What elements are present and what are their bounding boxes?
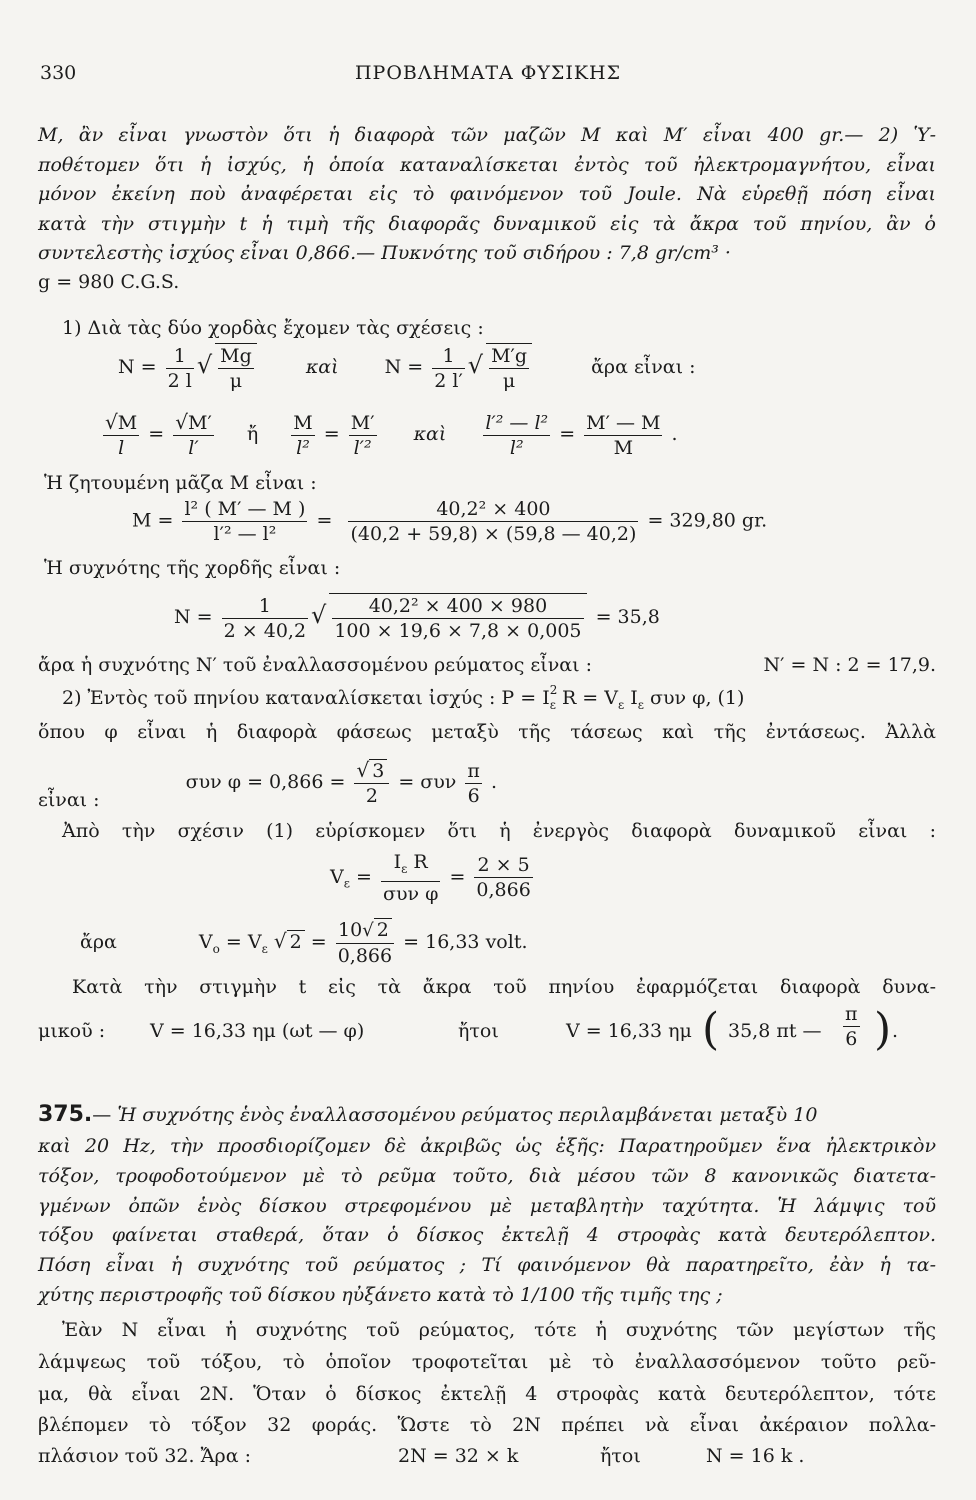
mass-equation: M = $\frac{\text{l² ( M′ — M )}}{\text{l′² — l²}}$ = $\frac{\text{40,2² × 400}}{(40,2 + 59,8) \times (59,8 — 40,2)}$ = 329,80 gr. (132, 498, 768, 545)
statement-line: συντελεστὴς ἰσχύος εἶναι 0,866.— Πυκνότης τοῦ σιδήρου : 7,8 gr/cm³ · (38, 242, 731, 264)
string-equations: N = $\frac{1}{2 l}$ √ $\frac{Mg}{\mu}$ καὶ N = $\frac{1}{2 l'}$ √ $\frac{M'g}{\mu}$ ἄρα εἶναι : (118, 344, 696, 392)
phase-equation: εἶναι : συν φ = 0,866 = $\frac{√ 3}{2}$ = συν $\frac{\pi}{6}$ . (38, 758, 497, 811)
page-number: 330 (40, 62, 77, 84)
solution-375-last-line: πλάσιον τοῦ 32. Ἄρα : 2N = 32 × k ἤτοι N = 16 k . (38, 1445, 805, 1467)
solution-375-line: Ἐὰν Ν εἶναι ἡ συχνότης τοῦ ρεύματος, τότε ἡ συχνότης τῶν μεγίστων τῆς (62, 1319, 936, 1341)
mass-ratio-equations: $\frac{√M}{l}$ = $\frac{√M'}{l'}$ ἤ $\frac{M}{\text{l²}}$ = $\frac{M'}{\text{l′²}}$ καὶ $\frac{\text{l′² — l²}}{\text{l²}}$ = $\frac{M' — M}{M}$ . (105, 410, 678, 459)
relation-line: Ἀπὸ τὴν σχέσιν (1) εὑρίσκομεν ὅτι ἡ ἐνεργὸς διαφορὰ δυναμικοῦ εἶναι : (62, 820, 936, 842)
problem-375-line: Πόση εἶναι ἡ συχνότης τοῦ ρεύματος ; Τί φαινόμενον θὰ παρατηρεῖτο, ἐὰν ἡ τα- (38, 1254, 936, 1276)
solution-375-line: βλέπομεν τὸ τόξον 32 φοράς. Ὥστε τὸ 2Ν πρέπει νὰ εἶναι ἀκέραιον πολλα- (38, 1414, 936, 1436)
part2-power-line: 2) Ἐντὸς τοῦ πηνίου καταναλίσκεται ἰσχύς : $P = I_\varepsilon$ 2 $R = V_\varepsilon$ $I_\varepsilon$ συν φ, (1) (62, 683, 745, 712)
effective-voltage-equation: $V_\varepsilon$ = $\frac{I_\varepsilon R}{\text{συν φ}}$ = $\frac{2 \times 5}{0,866}$ (330, 851, 531, 905)
part2-phase-line: ὅπου φ εἶναι ἡ διαφορὰ φάσεως μεταξὺ τῆς τάσεως καὶ τῆς ἐντάσεως. Ἀλλὰ (38, 721, 936, 743)
problem-375-line: χύτης περιστροφῆς τοῦ δίσκου ηὐξάνετο κατὰ τὸ 1/100 τῆς τιμῆς της ; (38, 1284, 723, 1306)
frequency-intro: Ἡ συχνότης τῆς χορδῆς εἶναι : (44, 557, 341, 579)
statement-line: μόνον ἐκείνη ποὺ ἀναφέρεται εἰς τὸ φαινόμενον τοῦ Joule. Νὰ εὑρεθῇ πόση εἶναι (38, 183, 936, 205)
final-voltage-equation: μικοῦ : V = 16,33 ημ (ωt — φ) ἤτοι V = 16,33 ημ ( 35,8 πt — $\frac{\pi}{6}$ ) . (38, 1003, 899, 1055)
problem-375-line: καὶ 20 Hz, τὴν προσδιορίζομεν δὲ ἀκριβῶς ὡς ἑξῆς: Παρατηροῦμεν ἕνα ἠλεκτρικὸν (38, 1135, 936, 1157)
statement-line: κατὰ τὴν στιγμὴν t ἡ τιμὴ τῆς διαφορᾶς δυναμικοῦ εἰς τὰ ἄκρα τοῦ πηνίου, ἂν ὁ (38, 213, 936, 235)
statement-line: Μ, ἂν εἶναι γνωστὸν ὅτι ἡ διαφορὰ τῶν μαζῶν Μ καὶ Μ′ εἶναι 400 gr.— 2) Ὑ- (38, 124, 936, 146)
mass-intro: Ἡ ζητουμένη μᾶζα Μ εἶναι : (44, 472, 317, 494)
final-line: Κατὰ τὴν στιγμὴν t εἰς τὰ ἄκρα τοῦ πηνίου ἐφαρμόζεται διαφορὰ δυνα- (72, 976, 936, 998)
problem-375-line: γμένων ὀπῶν ἑνὸς δίσκου στρεφομένου μὲ μεταβλητὴν ταχύτητα. Ἡ λάμψις τοῦ (38, 1195, 936, 1217)
statement-line: ποθέτομεν ὅτι ἡ ἰσχύς, ἡ ὁποία καταναλίσκεται ἐντὸς τοῦ ἠλεκτρομαγνήτου, εἶναι (38, 154, 936, 176)
problem-number: 375. (38, 1102, 93, 1127)
current-frequency-line: ἄρα ἡ συχνότης Ν′ τοῦ ἐναλλασσομένου ρεύματος εἶναι : N′ = N : 2 = 17,9. (38, 654, 936, 676)
solution-375-line: λάμψεως τοῦ τόξου, τὸ ὁποῖον τροφοτεῖται μὲ τὸ ἐναλλασσόμενον τοῦτο ρεῦ- (38, 1351, 936, 1373)
statement-line: g = 980 C.G.S. (38, 271, 180, 293)
problem-375-line: τόξου φαίνεται σταθερά, ὅταν ὁ δίσκος ἐκτελῇ 4 στροφὰς κατὰ δευτερόλεπτον. (38, 1224, 936, 1246)
part1-intro: 1) Διὰ τὰς δύο χορδὰς ἔχομεν τὰς σχέσεις : (62, 317, 484, 339)
solution-375-line: μα, θὰ εἶναι 2Ν. Ὅταν ὁ δίσκος ἐκτελῇ 4 στροφὰς κατὰ δευτερόλεπτον, τότε (38, 1383, 936, 1405)
running-title: ΠΡΟΒΛΗΜΑΤΑ ΦΥΣΙΚΗΣ (354, 62, 622, 84)
page-header (40, 62, 936, 92)
frequency-equation: N = $\frac{1}{2 \times 40,2}$ √ $\frac{\text{40,2² × 400 × 980}}{100 \times 19,6 \times 7,8 \times 0,005}$ = 35,8 (174, 594, 660, 642)
problem-375-line: 375.— Ἡ συχνότης ἑνὸς ἐναλλασσομένου ρεύματος περιλαμβάνεται μεταξὺ 10 (38, 1102, 818, 1127)
rms-voltage-equation: ἄρα $V_o = V_\varepsilon$ √ 2 = $\frac{10√ 2}{0,866}$ = 16,33 volt. (80, 919, 528, 967)
problem-375-line: τόξον, τροφοδοτούμενον μὲ τὸ ρεῦμα τοῦτο, διὰ μέσου τῶν 8 κανονικῶς διατετα- (38, 1165, 936, 1187)
